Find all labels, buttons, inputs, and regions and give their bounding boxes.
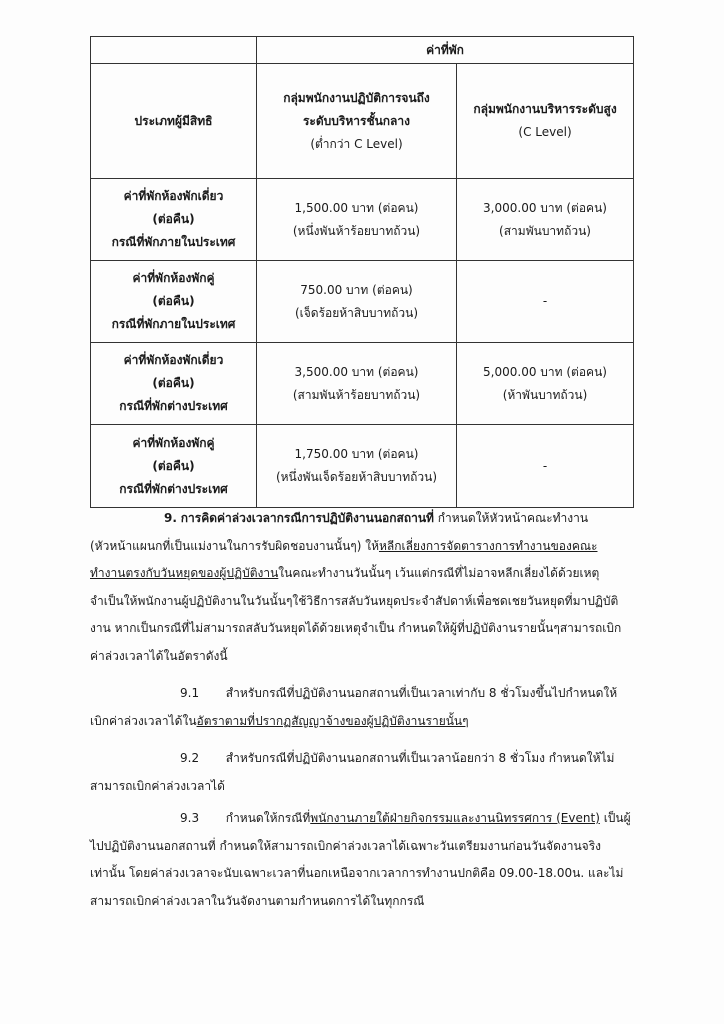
rate-in-words: (หนึ่งพันเจ็ดร้อยห้าสิบบาทถ้วน) xyxy=(275,470,438,484)
row-type-line: (ต่อคืน) xyxy=(152,212,195,226)
section-9-2-paragraph xyxy=(90,745,632,800)
section-9-3-paragraph xyxy=(90,805,632,915)
section-9-number: 9. xyxy=(164,511,177,525)
row-type-line: (ต่อคืน) xyxy=(152,458,195,473)
col-header-mid-level xyxy=(257,64,457,179)
senior-rate-cell xyxy=(457,261,634,343)
senior-rate-cell xyxy=(457,425,634,508)
table-corner-blank xyxy=(91,37,257,64)
rate-amount: 750.00 บาท (ต่อคน) xyxy=(300,282,413,297)
section-9-2-number: 9.2 xyxy=(180,751,200,765)
header-line: ระดับบริหารชั้นกลาง xyxy=(302,113,411,128)
table-row xyxy=(91,425,634,508)
rate-amount: 1,750.00 บาท (ต่อคน) xyxy=(294,447,419,461)
section-9-text: กำหนดให้หัวหน้าคณะทำงาน (หัวหน้าแผนกที่เป็นแม่งานในการรับผิดชอบงานนั้นๆ) ให้ xyxy=(90,511,589,553)
table-top-header: ค่าที่พัก xyxy=(257,37,634,64)
section-9-3-number: 9.3 xyxy=(180,811,200,825)
table-row xyxy=(91,261,634,343)
section-9-1-text: สำหรับกรณีที่ปฏิบัติงานนอกสถานที่เป็นเวลาเท่ากับ 8 ชั่วโมงขึ้นไปกำหนดให้เบิกค่าล่วงเวลาได้ใน xyxy=(90,686,618,728)
mid-level-rate-cell xyxy=(257,343,457,425)
row-type-line: กรณีที่พักต่างประเทศ xyxy=(119,481,228,496)
row-type-cell xyxy=(91,343,257,425)
rate-in-words: (เจ็ดร้อยห้าสิบบาทถ้วน) xyxy=(294,305,419,320)
header-line: กลุ่มพนักงานปฏิบัติการจนถึง xyxy=(283,90,430,105)
rate-amount: 3,000.00 บาท (ต่อคน) xyxy=(483,200,607,215)
section-9-title: การคิดค่าล่วงเวลากรณีการปฏิบัติงานนอกสถานที่ xyxy=(180,511,434,525)
section-9-paragraph xyxy=(90,505,632,670)
rate-amount: 5,000.00 บาท (ต่อคน) xyxy=(483,364,607,379)
rate-in-words: (สามพันห้าร้อยบาทถ้วน) xyxy=(292,387,421,402)
row-type-line: ค่าที่พักห้องพักคู่ xyxy=(132,271,215,285)
section-9-1-number: 9.1 xyxy=(180,686,200,700)
header-line: (C Level) xyxy=(518,125,572,139)
row-type-line: กรณีที่พักภายในประเทศ xyxy=(111,235,236,249)
rate-amount: 1,500.00 บาท (ต่อคน) xyxy=(294,200,419,215)
row-type-line: ค่าที่พักห้องพักคู่ xyxy=(132,435,215,450)
section-9-1-underlined: อัตราตามที่ปรากฏสัญญาจ้างของผู้ปฏิบัติงานรายนั้นๆ xyxy=(196,713,469,728)
row-type-line: กรณีที่พักต่างประเทศ xyxy=(119,399,228,413)
section-9-3-text-cont: เป็นผู้ไปปฏิบัติงานนอกสถานที่ กำหนดให้สามารถเบิกค่าล่วงเวลาได้เฉพาะวันเตรียมงานก่อนวันจัดงานจริงเท่านั้น โดยค่าล่วงเวลาจะนับเฉพาะเวลาที่นอกเหนือจากเวลาการทำงานปกติคือ 09.00-18.00น. และไม่สามารถเบิกค่าล่วงเวลาในวันจัดงานตามกำหนดการได้ในทุกกรณี xyxy=(90,811,631,908)
row-type-line: ค่าที่พักห้องพักเดี่ยว xyxy=(123,353,224,367)
table-row xyxy=(91,179,634,261)
row-type-line: กรณีที่พักภายในประเทศ xyxy=(111,317,236,331)
section-9-3-underlined: พนักงานภายใต้ฝ่ายกิจกรรมและงานนิทรรศการ (Event) xyxy=(310,811,600,825)
col-header-type: ประเภทผู้มีสิทธิ xyxy=(91,64,257,179)
mid-level-rate-cell xyxy=(257,179,457,261)
accommodation-rate-table xyxy=(90,36,634,508)
rate-dash: - xyxy=(542,458,548,473)
rate-in-words: (สามพันบาทถ้วน) xyxy=(499,223,591,238)
senior-rate-cell xyxy=(457,179,634,261)
row-type-cell xyxy=(91,425,257,508)
section-9-1-paragraph xyxy=(90,680,632,735)
row-type-cell xyxy=(91,179,257,261)
section-9-underlined: หลีกเลี่ยงการจัดตารางการทำงานของคณะทำงานตรงกับวันหยุดของผู้ปฏิบัติงาน xyxy=(90,538,598,580)
rate-dash: - xyxy=(542,294,548,308)
header-line: กลุ่มพนักงานบริหารระดับสูง xyxy=(473,102,617,116)
row-type-line: ค่าที่พักห้องพักเดี่ยว xyxy=(123,189,224,203)
table-row xyxy=(91,343,634,425)
row-type-cell xyxy=(91,261,257,343)
mid-level-rate-cell xyxy=(257,261,457,343)
header-line: (ต่ำกว่า C Level) xyxy=(310,136,403,151)
rate-in-words: (หนึ่งพันห้าร้อยบาทถ้วน) xyxy=(292,223,421,238)
section-9-3-text: กำหนดให้กรณีที่ xyxy=(225,811,311,825)
row-type-line: (ต่อคืน) xyxy=(152,376,195,390)
rate-in-words: (ห้าพันบาทถ้วน) xyxy=(502,387,588,402)
mid-level-rate-cell xyxy=(257,425,457,508)
rate-amount: 3,500.00 บาท (ต่อคน) xyxy=(294,364,419,379)
section-9-2-text: สำหรับกรณีที่ปฏิบัติงานนอกสถานที่เป็นเวลาน้อยกว่า 8 ชั่วโมง กำหนดให้ไม่สามารถเบิกค่าล่วงเวลาได้ xyxy=(90,751,615,793)
section-9-text-cont: ในคณะทำงานวันนั้นๆ เว้นแต่กรณีที่ไม่อาจหลีกเลี่ยงได้ด้วยเหตุจำเป็นให้พนักงานผู้ปฏิบัติงานในวันนั้นๆใช้วิธีการสลับวันหยุดประจำสัปดาห์เพื่อชดเชยวันหยุดที่มาปฏิบัติงาน หากเป็นกรณีที่ไม่สามารถสลับวันหยุดได้ด้วยเหตุจำเป็น กำหนดให้ผู้ที่ปฏิบัติงานรายนั้นๆสามารถเบิกค่าล่วงเวลาได้ในอัตราดังนี้ xyxy=(90,566,622,663)
row-type-line: (ต่อคืน) xyxy=(152,294,195,308)
col-header-senior xyxy=(457,64,634,179)
senior-rate-cell xyxy=(457,343,634,425)
